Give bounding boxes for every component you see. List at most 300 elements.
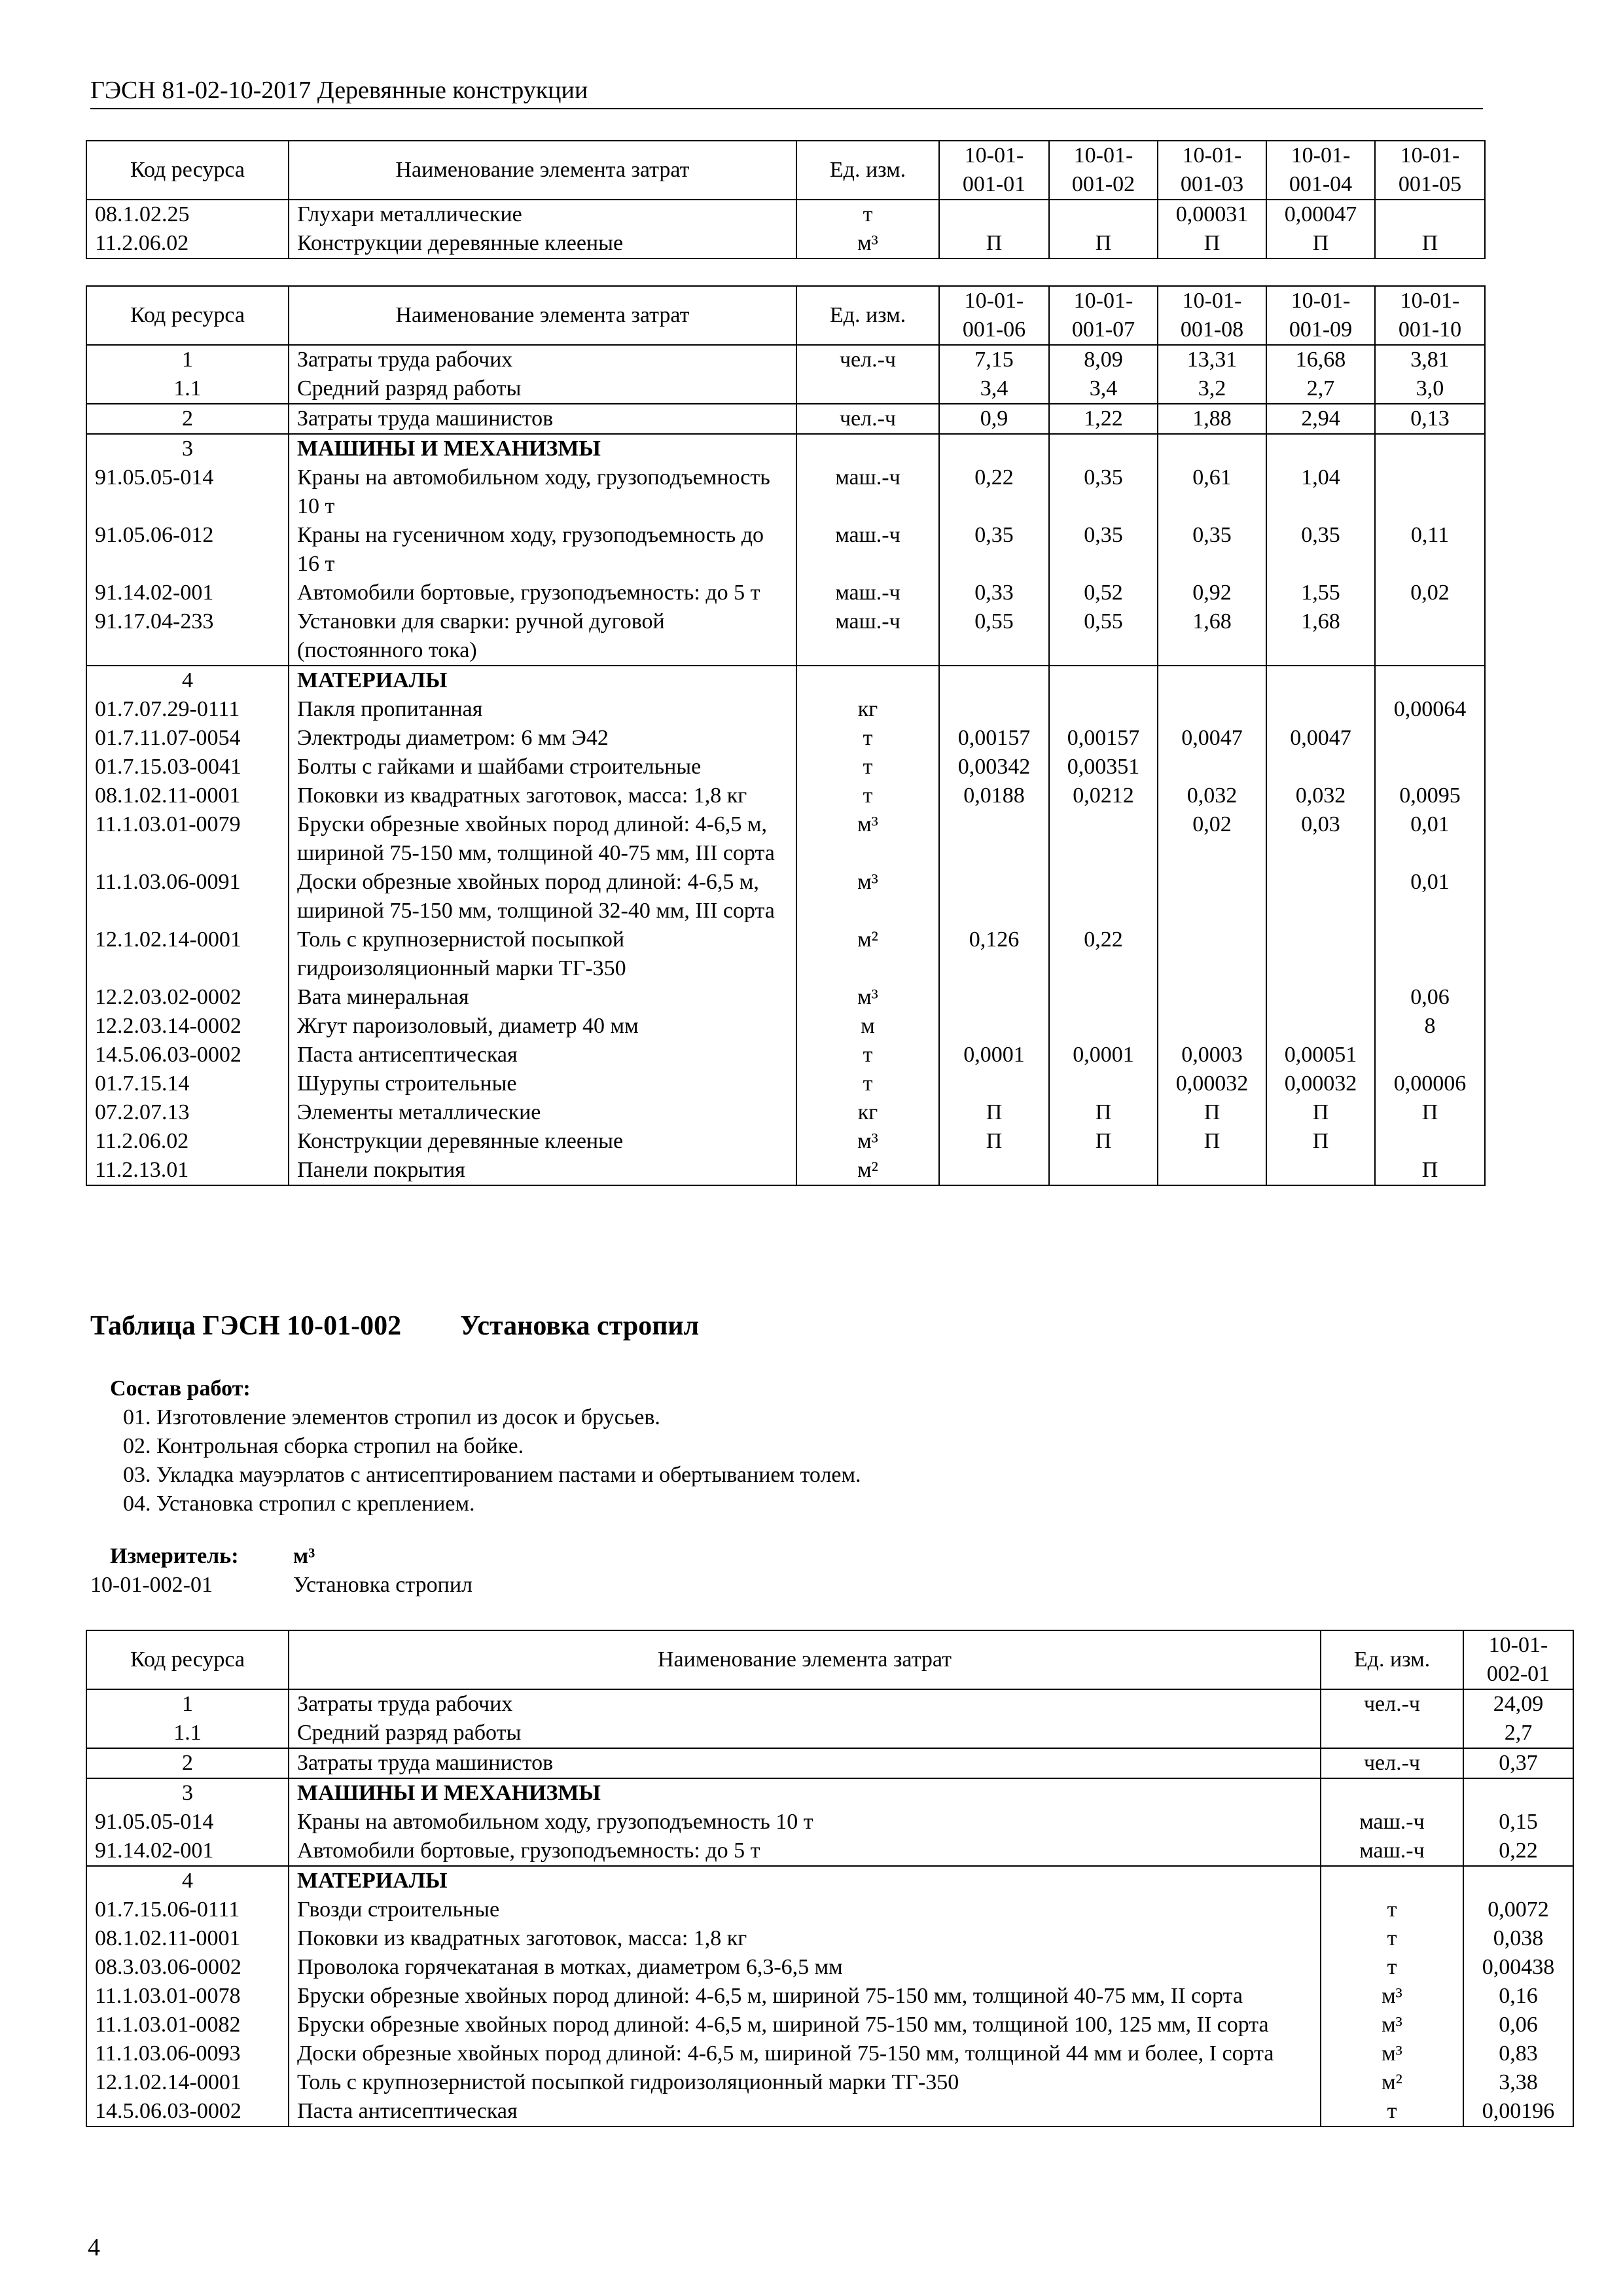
cell-norm-value: 0,92: [1158, 579, 1266, 607]
cell-cost-element: Краны на гусеничном ходу, грузоподъемность до 16 т: [289, 521, 796, 579]
cell-norm-value: 0,0212: [1049, 781, 1158, 810]
cell-cost-element: Средний разряд работы: [289, 1719, 1321, 1748]
cell-cost-element: Краны на автомобильном ходу, грузоподъемность 10 т: [289, 1808, 1321, 1837]
cell-cost-element: Средний разряд работы: [289, 374, 796, 404]
cell-norm-value: [1463, 1866, 1573, 1895]
table-row: [86, 983, 1485, 1012]
cell-norm-value: 8: [1375, 1012, 1485, 1041]
cell-resource-code: 11.1.03.01-0079: [86, 810, 289, 868]
cell-norm-value: [1049, 200, 1158, 229]
cell-unit: чел.-ч: [1321, 1689, 1463, 1719]
cell-norm-value: 0,61: [1158, 463, 1266, 521]
table-row: [86, 374, 1485, 404]
meter-label: Измеритель:: [110, 1544, 239, 1568]
table-row: [86, 434, 1485, 463]
cell-norm-value: П: [939, 1127, 1049, 1156]
cell-resource-code: 1: [86, 1689, 289, 1719]
cell-cost-element: Автомобили бортовые, грузоподъемность: до 5 т: [289, 579, 796, 607]
cell-resource-code: 07.2.07.13: [86, 1098, 289, 1127]
table-row: [86, 1069, 1485, 1098]
cell-unit: [1321, 1866, 1463, 1895]
table-row: [86, 345, 1485, 374]
cell-norm-value: [1375, 463, 1485, 521]
cell-norm-value: 0,00157: [939, 724, 1049, 753]
cell-norm-value: 0,00196: [1463, 2097, 1573, 2126]
work-composition-item: 04. Установка стропил с креплением.: [123, 1492, 475, 1516]
cell-norm-value: 0,038: [1463, 1924, 1573, 1953]
cell-norm-value: [1463, 1778, 1573, 1808]
cell-cost-element: Затраты труда рабочих: [289, 1689, 1321, 1719]
cell-norm-value: П: [1375, 1098, 1485, 1127]
cell-unit: т: [796, 1041, 939, 1069]
cell-resource-code: 01.7.15.14: [86, 1069, 289, 1098]
cell-norm-value: 0,00051: [1266, 1041, 1375, 1069]
cell-norm-value: 0,55: [1049, 607, 1158, 666]
cell-norm-value: [939, 810, 1049, 868]
cell-resource-code: 91.05.05-014: [86, 463, 289, 521]
cell-norm-value: 7,15: [939, 345, 1049, 374]
cell-norm-value: 0,032: [1158, 781, 1266, 810]
cell-resource-code: 1: [86, 345, 289, 374]
table-row: [86, 1748, 1573, 1778]
cell-norm-value: 0,0072: [1463, 1895, 1573, 1924]
table-row: [86, 868, 1485, 925]
cell-cost-element: МАТЕРИАЛЫ: [289, 1866, 1321, 1895]
table-row: [86, 925, 1485, 983]
table-header-row: [86, 286, 1485, 345]
cell-norm-value: 0,01: [1375, 810, 1485, 868]
cell-norm-value: П: [1049, 229, 1158, 259]
cell-resource-code: 11.2.13.01: [86, 1156, 289, 1185]
cell-norm-value: П: [939, 1098, 1049, 1127]
cell-resource-code: 1.1: [86, 374, 289, 404]
cell-norm-value: [1375, 1041, 1485, 1069]
cell-norm-value: [1049, 434, 1158, 463]
cell-cost-element: Бруски обрезные хвойных пород длиной: 4-6,5 м, шириной 75-150 мм, толщиной 40-75 мм, III сорта: [289, 810, 796, 868]
cell-cost-element: Конструкции деревянные клееные: [289, 229, 796, 259]
cell-resource-code: 01.7.07.29-0111: [86, 695, 289, 724]
cell-resource-code: 08.1.02.11-0001: [86, 781, 289, 810]
col-header-unit: Ед. изм.: [796, 286, 939, 345]
cell-resource-code: 4: [86, 1866, 289, 1895]
cell-norm-value: П: [1266, 1127, 1375, 1156]
cell-norm-value: П: [1049, 1127, 1158, 1156]
cell-cost-element: Панели покрытия: [289, 1156, 796, 1185]
col-header-name: Наименование элемента затрат: [289, 1630, 1321, 1689]
cell-norm-value: 16,68: [1266, 345, 1375, 374]
cell-unit: т: [1321, 1895, 1463, 1924]
cell-unit: м: [796, 1012, 939, 1041]
cell-unit: м²: [796, 925, 939, 983]
cell-cost-element: МАШИНЫ И МЕХАНИЗМЫ: [289, 434, 796, 463]
cell-norm-value: 0,126: [939, 925, 1049, 983]
cell-resource-code: 14.5.06.03-0002: [86, 1041, 289, 1069]
cell-norm-value: 0,00351: [1049, 753, 1158, 781]
table-row: [86, 1982, 1573, 2011]
table-row: [86, 1808, 1573, 1837]
col-header-norm: 10-01- 001-02: [1049, 141, 1158, 200]
table-row: [86, 1953, 1573, 1982]
cell-norm-value: П: [1158, 1127, 1266, 1156]
cell-unit: маш.-ч: [796, 463, 939, 521]
page-number: 4: [88, 2234, 100, 2261]
cell-resource-code: 12.1.02.14-0001: [86, 2068, 289, 2097]
cell-norm-value: 1,04: [1266, 463, 1375, 521]
norm-code: 10-01-002-01: [90, 1573, 213, 1597]
cell-norm-value: [1266, 983, 1375, 1012]
cell-norm-value: П: [1266, 1098, 1375, 1127]
cell-norm-value: 0,0188: [939, 781, 1049, 810]
cell-norm-value: 0,00032: [1158, 1069, 1266, 1098]
table-row: [86, 1778, 1573, 1808]
cell-cost-element: Автомобили бортовые, грузоподъемность: до 5 т: [289, 1837, 1321, 1866]
col-header-name: Наименование элемента затрат: [289, 286, 796, 345]
cell-norm-value: [1266, 695, 1375, 724]
cell-norm-value: 0,0001: [939, 1041, 1049, 1069]
cell-norm-value: П: [1375, 1156, 1485, 1185]
cell-cost-element: МАТЕРИАЛЫ: [289, 666, 796, 695]
cell-norm-value: 2,7: [1463, 1719, 1573, 1748]
table-row: [86, 200, 1485, 229]
cell-norm-value: [939, 200, 1049, 229]
cell-cost-element: Элементы металлические: [289, 1098, 796, 1127]
cell-unit: [796, 374, 939, 404]
cell-norm-value: 0,00064: [1375, 695, 1485, 724]
col-header-code: Код ресурса: [86, 141, 289, 200]
cell-resource-code: 1.1: [86, 1719, 289, 1748]
cell-norm-value: 0,22: [1463, 1837, 1573, 1866]
cell-norm-value: [1158, 868, 1266, 925]
norm-name: Установка стропил: [293, 1573, 473, 1597]
section-title: [90, 1310, 699, 1342]
work-composition-item: 01. Изготовление элементов стропил из досок и брусьев.: [123, 1405, 660, 1429]
cell-resource-code: 91.14.02-001: [86, 1837, 289, 1866]
col-header-norm: 10-01- 001-06: [939, 286, 1049, 345]
cell-norm-value: 0,35: [1049, 463, 1158, 521]
cell-norm-value: [1158, 753, 1266, 781]
cell-norm-value: [1375, 666, 1485, 695]
table-header-row: [86, 141, 1485, 200]
cell-cost-element: Бруски обрезные хвойных пород длиной: 4-6,5 м, шириной 75-150 мм, толщиной 40-75 мм, II сорта: [289, 1982, 1321, 2011]
cell-norm-value: 0,0003: [1158, 1041, 1266, 1069]
cell-cost-element: Толь с крупнозернистой посыпкой гидроизоляционный марки ТГ-350: [289, 2068, 1321, 2097]
cell-norm-value: [1049, 1069, 1158, 1098]
table-row: [86, 1924, 1573, 1953]
cell-norm-value: 13,31: [1158, 345, 1266, 374]
table-row: [86, 2011, 1573, 2039]
cell-norm-value: [1049, 1156, 1158, 1185]
table-row: [86, 724, 1485, 753]
cell-norm-value: [1266, 666, 1375, 695]
cell-resource-code: 91.05.05-014: [86, 1808, 289, 1837]
col-header-unit: Ед. изм.: [796, 141, 939, 200]
cell-norm-value: 0,35: [1049, 521, 1158, 579]
cell-norm-value: [1266, 434, 1375, 463]
cell-norm-value: 0,35: [939, 521, 1049, 579]
cell-norm-value: 3,2: [1158, 374, 1266, 404]
cell-norm-value: [1158, 695, 1266, 724]
col-header-norm: 10-01- 001-08: [1158, 286, 1266, 345]
cell-cost-element: Доски обрезные хвойных пород длиной: 4-6,5 м, шириной 75-150 мм, толщиной 32-40 мм, III сорта: [289, 868, 796, 925]
cell-norm-value: [1049, 666, 1158, 695]
cell-unit: м²: [1321, 2068, 1463, 2097]
cell-unit: чел.-ч: [1321, 1748, 1463, 1778]
cell-norm-value: [1158, 666, 1266, 695]
cell-norm-value: 1,88: [1158, 404, 1266, 434]
cell-norm-value: 3,4: [1049, 374, 1158, 404]
cell-norm-value: [1266, 868, 1375, 925]
meter-unit: м³: [293, 1544, 315, 1568]
cell-norm-value: 3,0: [1375, 374, 1485, 404]
cell-resource-code: 11.1.03.01-0082: [86, 2011, 289, 2039]
cell-cost-element: Затраты труда рабочих: [289, 345, 796, 374]
table-row: [86, 2039, 1573, 2068]
cell-norm-value: П: [1375, 229, 1485, 259]
cell-norm-value: 0,01: [1375, 868, 1485, 925]
table-row: [86, 521, 1485, 579]
cell-norm-value: [939, 1156, 1049, 1185]
meter-block: [90, 1542, 473, 1600]
cell-norm-value: 0,11: [1375, 521, 1485, 579]
table-row: [86, 607, 1485, 666]
cell-resource-code: 14.5.06.03-0002: [86, 2097, 289, 2126]
cell-cost-element: Жгут пароизоловый, диаметр 40 мм: [289, 1012, 796, 1041]
cell-norm-value: [1158, 925, 1266, 983]
table-row: [86, 404, 1485, 434]
cell-unit: м³: [796, 983, 939, 1012]
cell-unit: чел.-ч: [796, 404, 939, 434]
cell-unit: кг: [796, 695, 939, 724]
cell-norm-value: [1375, 925, 1485, 983]
cell-unit: м³: [1321, 2011, 1463, 2039]
cell-cost-element: МАШИНЫ И МЕХАНИЗМЫ: [289, 1778, 1321, 1808]
cell-norm-value: [939, 1069, 1049, 1098]
cell-cost-element: Поковки из квадратных заготовок, масса: 1,8 кг: [289, 1924, 1321, 1953]
col-header-norm: 10-01- 001-04: [1266, 141, 1375, 200]
running-header: ГЭСН 81-02-10-2017 Деревянные конструкции: [90, 77, 588, 104]
cell-resource-code: 12.1.02.14-0001: [86, 925, 289, 983]
cell-unit: м²: [796, 1156, 939, 1185]
cell-norm-value: [939, 695, 1049, 724]
cell-norm-value: 0,02: [1158, 810, 1266, 868]
cell-norm-value: 0,0095: [1375, 781, 1485, 810]
header-rule: [90, 108, 1483, 109]
table-row: [86, 1156, 1485, 1185]
cell-resource-code: 12.2.03.02-0002: [86, 983, 289, 1012]
cell-unit: т: [796, 1069, 939, 1098]
cell-norm-value: [1049, 983, 1158, 1012]
cell-norm-value: 0,00047: [1266, 200, 1375, 229]
cell-norm-value: 0,35: [1266, 521, 1375, 579]
cell-unit: маш.-ч: [1321, 1808, 1463, 1837]
cell-norm-value: [1375, 607, 1485, 666]
cell-cost-element: Проволока горячекатаная в мотках, диаметром 6,3-6,5 мм: [289, 1953, 1321, 1982]
cell-unit: м³: [796, 810, 939, 868]
cell-norm-value: 24,09: [1463, 1689, 1573, 1719]
cell-norm-value: 0,06: [1375, 983, 1485, 1012]
cell-norm-value: [1375, 724, 1485, 753]
cell-unit: т: [1321, 1924, 1463, 1953]
cell-unit: маш.-ч: [796, 579, 939, 607]
cell-norm-value: 3,81: [1375, 345, 1485, 374]
cell-resource-code: 11.2.06.02: [86, 1127, 289, 1156]
cell-norm-value: 0,16: [1463, 1982, 1573, 2011]
cell-cost-element: Краны на автомобильном ходу, грузоподъемность 10 т: [289, 463, 796, 521]
cell-norm-value: [1158, 1156, 1266, 1185]
cell-cost-element: Электроды диаметром: 6 мм Э42: [289, 724, 796, 753]
resource-table-001-01-05: [86, 140, 1486, 259]
cell-resource-code: 3: [86, 1778, 289, 1808]
col-header-norm: 10-01- 001-10: [1375, 286, 1485, 345]
cell-norm-value: П: [1158, 229, 1266, 259]
cell-cost-element: Болты с гайками и шайбами строительные: [289, 753, 796, 781]
cell-norm-value: 0,83: [1463, 2039, 1573, 2068]
cell-unit: т: [796, 724, 939, 753]
cell-unit: т: [796, 781, 939, 810]
cell-resource-code: 08.3.03.06-0002: [86, 1953, 289, 1982]
section-title-code: Таблица ГЭСН 10-01-002: [90, 1311, 402, 1341]
cell-unit: маш.-ч: [796, 521, 939, 579]
cell-norm-value: 0,00157: [1049, 724, 1158, 753]
cell-norm-value: [1158, 434, 1266, 463]
cell-cost-element: Толь с крупнозернистой посыпкой гидроизоляционный марки ТГ-350: [289, 925, 796, 983]
cell-norm-value: П: [939, 229, 1049, 259]
cell-norm-value: 0,00438: [1463, 1953, 1573, 1982]
cell-norm-value: [1049, 1012, 1158, 1041]
cell-resource-code: 91.14.02-001: [86, 579, 289, 607]
table-row: [86, 2097, 1573, 2126]
cell-cost-element: Бруски обрезные хвойных пород длиной: 4-6,5 м, шириной 75-150 мм, толщиной 100, 125 мм, II сорта: [289, 2011, 1321, 2039]
cell-norm-value: [1375, 753, 1485, 781]
cell-norm-value: [1158, 983, 1266, 1012]
cell-norm-value: 0,06: [1463, 2011, 1573, 2039]
cell-cost-element: Вата минеральная: [289, 983, 796, 1012]
cell-resource-code: 11.1.03.06-0093: [86, 2039, 289, 2068]
cell-unit: [796, 434, 939, 463]
cell-resource-code: 08.1.02.25: [86, 200, 289, 229]
work-composition: [110, 1374, 861, 1518]
cell-norm-value: 3,4: [939, 374, 1049, 404]
cell-resource-code: 11.2.06.02: [86, 229, 289, 259]
col-header-norm: 10-01- 001-01: [939, 141, 1049, 200]
cell-norm-value: 0,22: [1049, 925, 1158, 983]
table-row: [86, 1837, 1573, 1866]
cell-unit: т: [796, 200, 939, 229]
table-row: [86, 753, 1485, 781]
table-row: [86, 1866, 1573, 1895]
table-row: [86, 1719, 1573, 1748]
col-header-norm: 10-01- 001-09: [1266, 286, 1375, 345]
cell-cost-element: Конструкции деревянные клееные: [289, 1127, 796, 1156]
table-row: [86, 1689, 1573, 1719]
cell-norm-value: [1049, 695, 1158, 724]
cell-cost-element: Глухари металлические: [289, 200, 796, 229]
cell-norm-value: [1266, 1012, 1375, 1041]
cell-cost-element: Доски обрезные хвойных пород длиной: 4-6,5 м, шириной 75-150 мм, толщиной 44 мм и более, I сорта: [289, 2039, 1321, 2068]
cell-norm-value: [1049, 868, 1158, 925]
cell-norm-value: 0,13: [1375, 404, 1485, 434]
cell-norm-value: [939, 983, 1049, 1012]
cell-norm-value: П: [1266, 229, 1375, 259]
cell-norm-value: [1375, 1127, 1485, 1156]
cell-resource-code: 01.7.15.03-0041: [86, 753, 289, 781]
cell-norm-value: 0,15: [1463, 1808, 1573, 1837]
cell-resource-code: 91.05.06-012: [86, 521, 289, 579]
table-row: [86, 2068, 1573, 2097]
col-header-norm: 10-01- 001-05: [1375, 141, 1485, 200]
table-row: [86, 1041, 1485, 1069]
table-row: [86, 695, 1485, 724]
cell-norm-value: 0,00032: [1266, 1069, 1375, 1098]
cell-unit: [1321, 1719, 1463, 1748]
cell-resource-code: 08.1.02.11-0001: [86, 1924, 289, 1953]
cell-norm-value: 0,35: [1158, 521, 1266, 579]
col-header-norm: 10-01- 001-07: [1049, 286, 1158, 345]
col-header-unit: Ед. изм.: [1321, 1630, 1463, 1689]
cell-unit: т: [1321, 2097, 1463, 2126]
work-composition-item: 02. Контрольная сборка стропил на бойке.: [123, 1434, 524, 1458]
resource-table-002-01: [86, 1630, 1574, 2127]
cell-unit: м³: [1321, 1982, 1463, 2011]
cell-unit: т: [1321, 1953, 1463, 1982]
cell-resource-code: 4: [86, 666, 289, 695]
cell-unit: м³: [1321, 2039, 1463, 2068]
cell-resource-code: 01.7.15.06-0111: [86, 1895, 289, 1924]
cell-norm-value: [1266, 1156, 1375, 1185]
cell-cost-element: Затраты труда машинистов: [289, 1748, 1321, 1778]
table-row: [86, 229, 1485, 259]
cell-norm-value: 0,00031: [1158, 200, 1266, 229]
cell-unit: [796, 666, 939, 695]
cell-cost-element: Шурупы строительные: [289, 1069, 796, 1098]
cell-norm-value: 1,68: [1158, 607, 1266, 666]
cell-norm-value: [1375, 200, 1485, 229]
work-composition-heading: Состав работ:: [110, 1376, 251, 1401]
cell-norm-value: 3,38: [1463, 2068, 1573, 2097]
cell-resource-code: 12.2.03.14-0002: [86, 1012, 289, 1041]
cell-norm-value: 0,0047: [1266, 724, 1375, 753]
cell-norm-value: 0,22: [939, 463, 1049, 521]
cell-resource-code: 11.1.03.01-0078: [86, 1982, 289, 2011]
cell-norm-value: 0,00342: [939, 753, 1049, 781]
cell-norm-value: 1,55: [1266, 579, 1375, 607]
col-header-norm: 10-01- 002-01: [1463, 1630, 1573, 1689]
cell-norm-value: 1,68: [1266, 607, 1375, 666]
cell-norm-value: 0,032: [1266, 781, 1375, 810]
section-title-name: Установка стропил: [460, 1311, 700, 1341]
cell-unit: т: [796, 753, 939, 781]
cell-norm-value: [1049, 810, 1158, 868]
cell-norm-value: 2,7: [1266, 374, 1375, 404]
cell-resource-code: 11.1.03.06-0091: [86, 868, 289, 925]
cell-norm-value: 2,94: [1266, 404, 1375, 434]
cell-norm-value: 0,03: [1266, 810, 1375, 868]
cell-cost-element: Паста антисептическая: [289, 2097, 1321, 2126]
cell-unit: [1321, 1778, 1463, 1808]
cell-unit: чел.-ч: [796, 345, 939, 374]
cell-norm-value: П: [1049, 1098, 1158, 1127]
work-composition-item: 03. Укладка мауэрлатов с антисептированием пастами и обертыванием толем.: [123, 1463, 861, 1487]
table-row: [86, 781, 1485, 810]
cell-norm-value: [939, 666, 1049, 695]
cell-norm-value: [1375, 434, 1485, 463]
cell-resource-code: 2: [86, 1748, 289, 1778]
cell-norm-value: [939, 868, 1049, 925]
cell-norm-value: 0,00006: [1375, 1069, 1485, 1098]
cell-norm-value: 0,9: [939, 404, 1049, 434]
table-row: [86, 1012, 1485, 1041]
cell-unit: м³: [796, 1127, 939, 1156]
